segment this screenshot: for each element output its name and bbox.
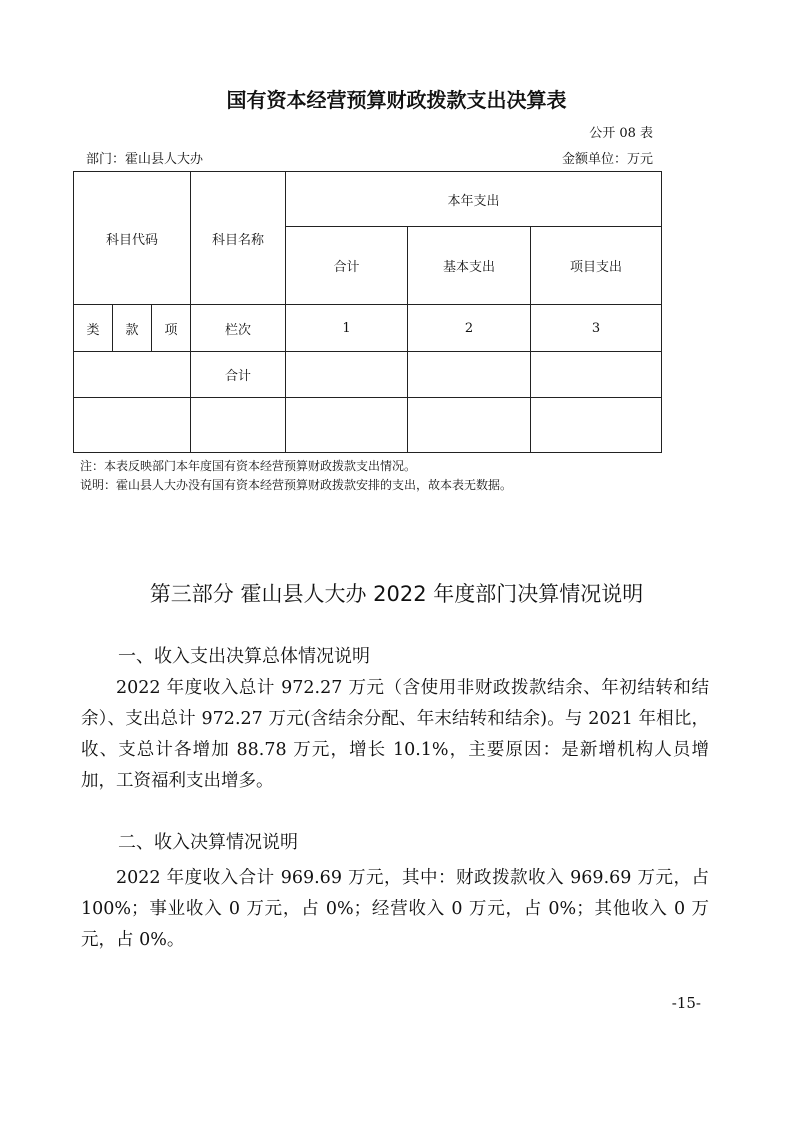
column-index-2: 2 [408,305,531,352]
table-row [74,352,662,398]
section-2-paragraph: 2022 年度收入合计 969.69 万元，其中：财政拨款收入 969.69 万元，占 100%；事业收入 0 万元，占 0%；经营收入 0 万元，占 0%；其他收入 0 万元，占 0%。 [81,868,709,950]
table-row [74,398,662,453]
header-kuan: 款 [113,305,152,352]
header-total: 合计 [286,227,408,305]
table-note: 注：本表反映部门本年度国有资本经营预算财政拨款支出情况。 [80,459,417,473]
header-basic-expenditure: 基本支出 [408,227,531,305]
department-label: 部门：霍山县人大办 [86,152,204,167]
amount-unit-label: 金额单位：万元 [561,152,653,167]
table-title: 国有资本经营预算财政拨款支出决算表 [226,88,567,112]
section-heading-1: 一、收入支出决算总体情况说明 [118,646,370,667]
header-project-expenditure: 项目支出 [531,227,662,305]
row-total-label: 合计 [191,352,286,398]
form-number: 公开 08 表 [589,126,653,141]
header-lanci: 栏次 [191,305,286,352]
column-index-1: 1 [286,305,408,352]
section-heading-2: 二、收入决算情况说明 [118,832,298,853]
column-index-3: 3 [531,305,662,352]
expenditure-table [73,171,662,453]
header-subject-name: 科目名称 [191,172,286,305]
header-current-year-expenditure: 本年支出 [286,172,662,227]
page-number: -15- [671,994,701,1012]
table-explanation: 说明：霍山县人大办没有国有资本经营预算财政拨款安排的支出，故本表无数据。 [80,478,513,492]
header-xiang: 项 [152,305,191,352]
header-lei: 类 [74,305,113,352]
section-1-paragraph: 2022 年度收入总计 972.27 万元（含使用非财政拨款结余、年初结转和结余）、支出总计 972.27 万元(含结余分配、年末结转和结余)。与 2021 年相比，收、支总计各增加 88.78 万元，增长 10.1%，主要原因：是新增机构人员增加，工资福利支出增多。 [81,678,709,791]
part-title: 第三部分 霍山县人大办 2022 年度部门决算情况说明 [149,582,644,606]
header-subject-code: 科目代码 [74,172,191,305]
